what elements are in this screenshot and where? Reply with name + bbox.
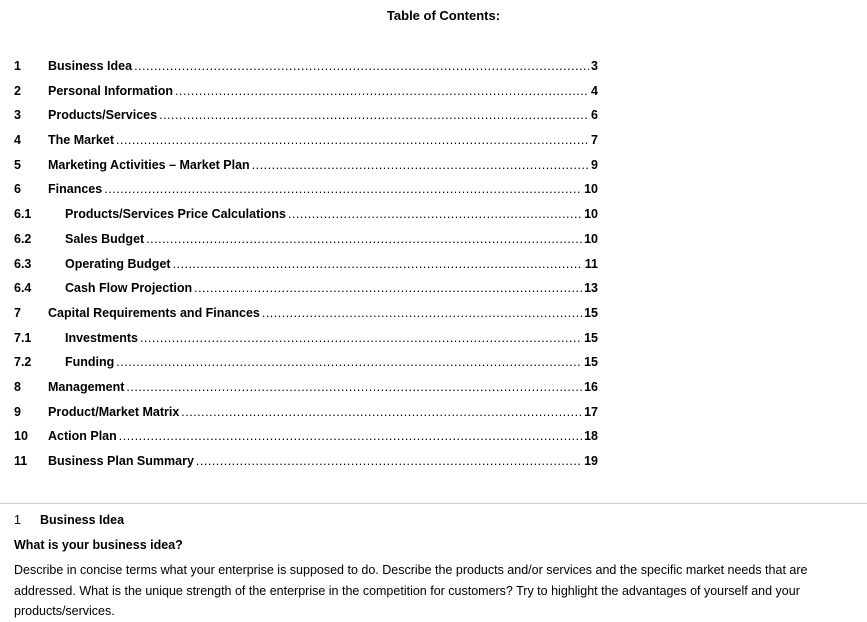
toc-entry[interactable] — [14, 232, 598, 257]
toc-entry-label[interactable]: Capital Requirements and Finances — [48, 305, 260, 320]
toc-entry-page: 7 — [591, 133, 598, 148]
table-of-contents — [14, 59, 598, 479]
toc-dot-leader — [175, 84, 589, 98]
toc-entry-number: 6 — [14, 182, 21, 197]
toc-entry-page: 15 — [584, 305, 598, 320]
toc-entry[interactable] — [14, 182, 598, 207]
toc-entry-label[interactable]: Product/Market Matrix — [48, 404, 180, 419]
toc-entry-page: 10 — [584, 207, 598, 222]
toc-entry[interactable] — [14, 84, 598, 109]
toc-dot-leader — [173, 257, 583, 271]
toc-entry[interactable] — [14, 355, 598, 380]
toc-entry[interactable] — [14, 59, 598, 84]
toc-entry[interactable] — [14, 281, 598, 306]
toc-dot-leader — [181, 405, 582, 419]
toc-dot-leader — [140, 331, 582, 345]
toc-entry-number: 9 — [14, 404, 21, 419]
toc-dot-leader — [116, 133, 589, 147]
toc-entry-page: 15 — [584, 330, 598, 345]
toc-entry-label[interactable]: Personal Information — [48, 83, 174, 98]
toc-dot-leader — [196, 454, 582, 468]
section-question: What is your business idea? — [14, 538, 183, 552]
toc-entry-page: 6 — [591, 108, 598, 123]
toc-dot-leader — [159, 108, 589, 122]
section-title: Business Idea — [40, 513, 125, 527]
toc-title: Table of Contents: — [386, 8, 501, 23]
toc-entry-number: 6.2 — [14, 231, 32, 246]
toc-entry-label[interactable]: Sales Budget — [65, 231, 145, 246]
toc-entry-label[interactable]: Investments — [65, 330, 138, 345]
toc-entry-number: 6.4 — [14, 281, 32, 296]
toc-entry[interactable] — [14, 454, 598, 479]
toc-entry-label[interactable]: Cash Flow Projection — [65, 281, 193, 296]
toc-entry-page: 17 — [584, 404, 598, 419]
toc-entry-number: 3 — [14, 108, 21, 123]
toc-dot-leader — [119, 429, 582, 443]
toc-entry-page: 15 — [584, 355, 598, 370]
toc-dot-leader — [116, 355, 582, 369]
toc-entry-label[interactable]: Business Plan Summary — [48, 454, 194, 468]
toc-entry[interactable] — [14, 331, 598, 356]
toc-entry-page: 10 — [584, 231, 598, 246]
toc-entry[interactable] — [14, 207, 598, 232]
toc-entry-label[interactable]: Management — [48, 379, 125, 394]
toc-entry[interactable] — [14, 380, 598, 405]
toc-dot-leader — [146, 232, 582, 246]
toc-dot-leader — [252, 158, 589, 172]
toc-entry-label[interactable]: Products/Services Price Calculations — [65, 207, 286, 222]
toc-entry[interactable] — [14, 306, 598, 331]
toc-entry-number: 4 — [14, 133, 21, 148]
toc-dot-leader — [126, 380, 582, 394]
toc-dot-leader — [134, 59, 589, 73]
toc-dot-leader — [262, 306, 582, 320]
toc-entry[interactable] — [14, 108, 598, 133]
toc-entry-page: 13 — [584, 281, 598, 296]
toc-entry[interactable] — [14, 158, 598, 183]
toc-entry-label[interactable]: Funding — [65, 355, 115, 370]
section-number: 1 — [14, 513, 21, 527]
toc-entry-page: 19 — [584, 454, 598, 468]
toc-dot-leader — [288, 207, 582, 221]
toc-entry-label[interactable]: Finances — [48, 182, 103, 197]
toc-entry-label[interactable]: Business Idea — [48, 59, 133, 73]
toc-entry-number: 6.1 — [14, 207, 32, 222]
toc-entry-label[interactable]: The Market — [48, 133, 114, 148]
toc-entry-page: 4 — [591, 83, 598, 98]
toc-entry-page: 18 — [584, 429, 598, 444]
toc-entry-label[interactable]: Products/Services — [48, 108, 158, 123]
toc-entry-page: 11 — [584, 256, 598, 271]
toc-entry-label[interactable]: Action Plan — [48, 429, 117, 444]
toc-entry-number: 8 — [14, 379, 21, 394]
section-body: Describe in concise terms what your enterprise is supposed to do. Describe the products and/or services and the specific market needs that are addressed. What is the unique strength of the enterprise in the competition for customers? Try to highlight the advantages of yourself and your products/services. — [14, 563, 808, 618]
toc-entry[interactable] — [14, 133, 598, 158]
toc-entry-number: 7.1 — [14, 330, 32, 345]
toc-entry-number: 11 — [14, 454, 28, 468]
toc-entry-label[interactable]: Marketing Activities – Market Plan — [48, 157, 250, 172]
toc-entry-number: 6.3 — [14, 256, 32, 271]
toc-dot-leader — [194, 281, 582, 295]
toc-entry-number: 2 — [14, 83, 21, 98]
toc-entry-number: 10 — [14, 429, 28, 444]
toc-entry-page: 16 — [584, 379, 598, 394]
toc-entry-page: 3 — [591, 59, 598, 73]
toc-entry-number: 7.2 — [14, 355, 32, 370]
toc-entry-label[interactable]: Operating Budget — [65, 256, 171, 271]
section-heading — [14, 513, 124, 527]
divider — [0, 503, 867, 504]
toc-entry[interactable] — [14, 405, 598, 430]
toc-entry-number: 5 — [14, 157, 21, 172]
toc-dot-leader — [104, 182, 582, 196]
toc-entry[interactable] — [14, 429, 598, 454]
toc-entry-page: 9 — [591, 157, 598, 172]
toc-entry-number: 7 — [14, 305, 21, 320]
toc-entry[interactable] — [14, 257, 598, 282]
toc-entry-page: 10 — [584, 182, 598, 197]
toc-entry-number: 1 — [14, 59, 21, 73]
